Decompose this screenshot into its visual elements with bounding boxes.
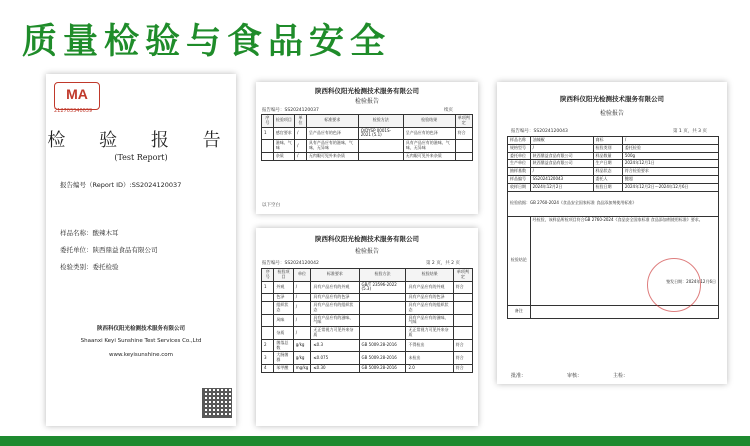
table-cell (262, 294, 274, 302)
table-row (508, 152, 719, 160)
column-header: 检验方法 (359, 269, 406, 282)
column-header: 检验方法 (358, 115, 403, 128)
conclusion-text: 经检验，该样品所检项目符合GB 2760-2024《食品安全国家标准 食品添加剂使用标准》要求。 (532, 216, 703, 222)
table-cell: g/kg (293, 352, 311, 365)
report-number: 报告编号（Report ID）:SS2024120037 (60, 181, 182, 189)
table-cell (262, 314, 274, 327)
table-cell: 符合检验要求 (622, 168, 718, 176)
table-row (262, 364, 473, 372)
table-cell: 2.0 (406, 364, 453, 372)
table-row (508, 168, 719, 176)
table-cell: 具有产品应有的外观 (311, 281, 359, 294)
column-header: 序号 (262, 115, 274, 128)
page1-title: 检验报告 (354, 98, 379, 105)
report-cover (46, 74, 236, 426)
table-cell: 具有产品应有的组织状态 (311, 301, 359, 314)
table-cell: / (530, 168, 593, 176)
signer-main: 主检： (613, 373, 629, 379)
cma-number: 212703340039 (54, 108, 93, 114)
table-cell: 具有产品应有的滋味、气味 (406, 314, 453, 327)
table-cell: GB 5009.28-2016 (359, 352, 406, 365)
table-row (508, 144, 719, 152)
table-cell (262, 301, 274, 314)
table-cell: 无正常视力可见外来杂质 (406, 327, 453, 340)
table-cell: 委托单位 (508, 152, 531, 160)
table-cell: 杂质 (273, 152, 294, 160)
table-cell: 收样日期 (508, 183, 531, 191)
client-name: 委托单位：陕西鼎益食品有限公司 (60, 246, 158, 254)
table-cell (453, 294, 472, 302)
table-cell: 样品状态 (593, 168, 622, 176)
page2-report-no: 报告编号：SS2024120042 (262, 261, 319, 266)
table-cell: ≤0.3 (311, 339, 359, 352)
table-cell: 无肉眼可见外来杂质 (306, 152, 358, 160)
table-cell: 具有产品应有的滋味、气味，无异味 (306, 140, 358, 153)
table-cell: / (295, 140, 307, 153)
page1-report-no: 报告编号：SS2024120037 (262, 108, 319, 113)
table-cell: GB 5009.28-2016 (359, 364, 406, 372)
table-cell (262, 152, 274, 160)
table-cell: / (622, 137, 718, 145)
org-name-en: Shaanxi Keyi Sunshine Test Services Co.,Ltd (80, 338, 202, 344)
page3-org: 陕西科仪阳光检测技术服务有限公司 (560, 95, 664, 103)
table-cell: 未检出 (406, 352, 453, 365)
table-cell: 滋味、气味 (273, 140, 294, 153)
table-cell: 检验日期 (593, 183, 622, 191)
table-cell (359, 301, 406, 314)
table-cell: 委托人 (593, 175, 622, 183)
table-cell: SS2024120043 (530, 175, 593, 183)
page3-page-label: 第 1 页，共 3 页 (673, 129, 707, 134)
table-row (262, 127, 473, 140)
table-row (262, 327, 473, 340)
table-cell: / (293, 294, 311, 302)
table-cell: 样品名称 (508, 137, 531, 145)
table-cell: 不得检出 (406, 339, 453, 352)
column-header: 检验项目 (274, 269, 293, 282)
page1-results-table (261, 114, 473, 161)
table-cell: 生产日期 (593, 160, 622, 168)
table-cell (455, 152, 472, 160)
table-row (262, 152, 473, 160)
cover-title: 检 验 报 告 (47, 130, 235, 151)
table-row (262, 314, 473, 327)
table-cell: 大肠菌群 (274, 352, 293, 365)
table-cell: / (293, 281, 311, 294)
table-cell: 样品编号 (508, 175, 531, 183)
page2-results-table (261, 268, 473, 373)
column-header: 单位 (293, 269, 311, 282)
table-cell: / (293, 327, 311, 340)
issue-date: 签发日期：2024年12月6日 (666, 279, 716, 285)
table-cell: 外观 (274, 281, 293, 294)
table-cell: 具有产品应有的外观 (406, 281, 453, 294)
report-page-2 (256, 228, 478, 426)
table-cell: 规格型号 (508, 144, 531, 152)
table-cell: 符合 (453, 352, 472, 365)
column-header: 单项判定 (453, 269, 472, 282)
test-basis: 检验依据：GB 2760-2024《食品安全国家标准 食品添加剂使用标准》 (508, 191, 719, 216)
table-cell: 感官要求 (273, 127, 294, 140)
cma-logo: MA (54, 82, 100, 110)
table-cell: / (295, 127, 307, 140)
table-row (262, 294, 473, 302)
table-cell: 3 (262, 352, 274, 365)
table-cell: 无肉眼可见外来杂质 (403, 152, 455, 160)
table-cell: / (530, 144, 593, 152)
table-cell: 具有产品应有的色泽 (406, 294, 453, 302)
report-page-1 (256, 82, 478, 214)
table-cell: 符合 (455, 127, 472, 140)
table-cell (359, 314, 406, 327)
table-cell: 2024年12月2日 (530, 183, 593, 191)
table-row (508, 175, 719, 183)
table-cell: mg/kg (293, 364, 311, 372)
table-cell: 具有产品应有的滋味、气味，无异味 (403, 140, 455, 153)
page1-page-label: 续页 (444, 108, 453, 113)
table-cell: 杂质 (274, 327, 293, 340)
table-cell: 2024年12月2日～2024年12月6日 (622, 183, 718, 191)
column-header: 单项判定 (455, 115, 472, 128)
table-row (262, 281, 473, 294)
table-cell: g/kg (293, 339, 311, 352)
table-cell: GB/T 23596-2022 (5.3) (359, 281, 406, 294)
table-cell: 具有产品应有的色泽 (311, 294, 359, 302)
table-cell: 油辣椒 (530, 137, 593, 145)
column-header: 单位 (295, 115, 307, 128)
table-cell: GB 5009.28-2016 (359, 339, 406, 352)
table-cell: 生产单位 (508, 160, 531, 168)
column-header: 检验结果 (403, 115, 455, 128)
page3-report-no: 报告编号：SS2024120043 (511, 129, 568, 134)
table-cell: 色泽 (274, 294, 293, 302)
table-cell: ≤0.075 (311, 352, 359, 365)
column-header: 标准要求 (306, 115, 358, 128)
page-title: 质量检验与食品安全 (22, 22, 392, 62)
table-row (508, 183, 719, 191)
table-cell: 2024年12月1日 (622, 160, 718, 168)
table-cell: / (293, 314, 311, 327)
table-cell: 陕西鼎益食品有限公司 (530, 160, 593, 168)
table-cell (358, 152, 403, 160)
table-cell: 风味 (274, 314, 293, 327)
page1-footer: 以下空白 (262, 203, 280, 208)
table-cell: Q/DYSP 0001S-2021 (5.1) (358, 127, 403, 140)
table-cell: 组织状态 (274, 301, 293, 314)
table-cell: 委托检验 (622, 144, 718, 152)
bottom-band (0, 436, 750, 446)
table-cell: 1 (262, 281, 274, 294)
page2-page-label: 第 2 页，共 2 页 (426, 261, 460, 266)
table-cell: 商标 (593, 137, 622, 145)
table-cell (453, 327, 472, 340)
table-cell: 鲍超 (622, 175, 718, 183)
table-row (262, 352, 473, 365)
table-cell: 抽样基数 (508, 168, 531, 176)
table-cell: 苯甲酸 (274, 364, 293, 372)
table-cell: 符合 (453, 364, 472, 372)
table-row (262, 339, 473, 352)
column-header: 检验结果 (406, 269, 453, 282)
report-page-3 (497, 82, 727, 384)
table-cell: 样品数量 (593, 152, 622, 160)
table-row (262, 140, 473, 153)
table-cell: 无正常视力可见外来杂质 (311, 327, 359, 340)
test-category: 检验类别：委托检验 (60, 263, 119, 271)
table-cell: 陕西鼎益食品有限公司 (530, 152, 593, 160)
signer-review: 审核： (567, 373, 583, 379)
table-cell: / (295, 152, 307, 160)
table-cell: 4 (262, 364, 274, 372)
org-website: www.keyisunshine.com (109, 352, 173, 358)
table-cell: 具有产品应有的组织状态 (406, 301, 453, 314)
page1-org: 陕西科仪阳光检测技术服务有限公司 (315, 87, 419, 95)
remark-label: 备注 (508, 305, 531, 318)
table-cell (359, 294, 406, 302)
table-row (262, 301, 473, 314)
table-cell (262, 140, 274, 153)
table-cell: ≤0.30 (311, 364, 359, 372)
table-row (508, 160, 719, 168)
table-cell (453, 314, 472, 327)
seal-stamp (647, 258, 701, 312)
column-header: 序号 (262, 269, 274, 282)
table-cell: 菌落总数 (274, 339, 293, 352)
table-cell: 500g (622, 152, 718, 160)
page2-title: 检验报告 (354, 248, 379, 255)
table-cell: 呈产品应有的色泽 (403, 127, 455, 140)
column-header: 检验项目 (273, 115, 294, 128)
page3-title: 检验报告 (599, 110, 624, 117)
table-cell (359, 327, 406, 340)
sample-name: 样品名称：酸辣木耳 (60, 229, 119, 237)
table-row (508, 137, 719, 145)
table-cell: 2 (262, 339, 274, 352)
signer-approve: 批准： (511, 373, 527, 379)
table-cell: 具有产品应有的滋味、气味 (311, 314, 359, 327)
org-name-cn: 陕西科仪阳光检测技术服务有限公司 (96, 326, 185, 332)
table-cell: 呈产品应有的色泽 (306, 127, 358, 140)
table-cell (453, 301, 472, 314)
table-cell (455, 140, 472, 153)
table-cell (358, 140, 403, 153)
table-cell: 1 (262, 127, 274, 140)
conclusion-label: 检验结论 (508, 216, 531, 305)
table-cell: 符合 (453, 281, 472, 294)
table-cell: / (293, 301, 311, 314)
table-cell: 检验类别 (593, 144, 622, 152)
qr-code (202, 388, 232, 418)
column-header: 标准要求 (311, 269, 359, 282)
cover-subtitle: (Test Report) (114, 153, 168, 162)
page2-org: 陕西科仪阳光检测技术服务有限公司 (315, 235, 419, 243)
table-cell (262, 327, 274, 340)
table-cell: 符合 (453, 339, 472, 352)
